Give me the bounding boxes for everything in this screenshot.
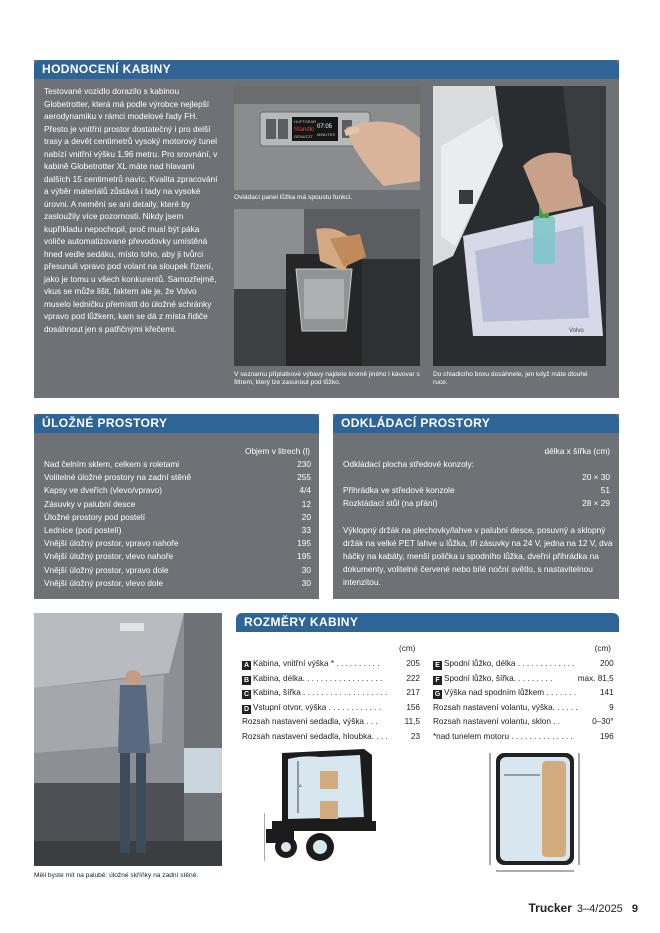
ulozne-row-value: 12 xyxy=(301,498,311,509)
caption-panel: Ovládací panel lůžka má spoustu funkcí. xyxy=(234,194,353,201)
ulozne-row xyxy=(44,498,311,511)
ulozne-row-label: Úložné prostory pod postelí xyxy=(44,511,146,522)
photo-coffee-maker xyxy=(234,209,420,366)
ulozne-row xyxy=(44,471,311,484)
dimension-row xyxy=(433,701,614,716)
dimension-letter-badge: E xyxy=(433,661,442,670)
odkladaci-text: Výklopný držák na plechovky/lahve v palubní desce, posuvný a sklopný držák na velké PET lahve u lůžka, tři zásuvky na 24 V, jedna na 12 V, dva háčky na kabáty, menší polička u spodního lůžka, dveřní přihrádka na dokumenty, volitelné červené nebo bílé noční světlo, s nastavitelnou intenzitou. xyxy=(343,525,613,587)
panel-display-line2: Standkl xyxy=(294,127,315,133)
caption-cabin: Měli byste mít na palubě: úložné skříňky na zadní stěně. xyxy=(34,872,199,879)
rozmery-left-table xyxy=(242,657,420,744)
dimension-value: 0–30° xyxy=(592,717,614,726)
page-footer xyxy=(529,901,639,915)
odkladaci-section xyxy=(333,414,619,599)
dimension-value: 141 xyxy=(600,688,614,697)
caption-coffee: V seznamu příplatkové výbavy najdete kromě jiného i kávovar s filtrem, který lze zasunout pod lůžko. xyxy=(234,371,420,386)
hodnoceni-text: Testované vozidlo dorazilo s kabinou Globetrotter, která má podle výrobce nejlepší aerodynamiku v rámci modelové řady FH. Přesto je vnitřní prostor dostatečný i pro delší trasy a devět centimetrů vysoký motorový tunel nabízí vnitřní výšku 1,96 metru. Pro srovnání, v kabině Globetrotter XL máte nad hlavami dalších 15 centimetrů navíc. Kvalita zpracování a výběr materiálů zůstává i tady na vysoké úrovni. A nemění se ani detaily, které by zasloužily více pozornosti. Nikdy jsem kupříkladu nepochopil, proč musí být páka voliče automatizované převodovky umístěná hned vedle sedáku, místo toho, aby ji tvůrci přesunuli vpravo pod volant na sloupek řízení, jako je tomu u všech konkurentů. Samozřejmě, vkus se může lišit, faktem ale je, že Volvo muselo ledničku přemístit do úložné schránky vpravo pod lůžkem, kam se dá z místa řidiče dosáhnout jen s patřičnými křečemi. xyxy=(44,86,218,334)
ulozne-column-header: Objem v litrech (l) xyxy=(244,446,310,456)
odkladaci-title: ODKLÁDACÍ PROSTORY xyxy=(333,414,619,433)
dimension-label: Rozsah nastavení sedadla, hloubka. . . . xyxy=(242,731,388,741)
dimension-row xyxy=(433,730,614,745)
ulozne-row-label: Vnější úložný prostor, vlevo nahoře xyxy=(44,551,174,562)
ulozne-row-label: Nad čelním sklem, celkem s roletami xyxy=(44,459,180,469)
ulozne-row-label: Vnější úložný prostor, vlevo dole xyxy=(44,577,163,588)
dimension-label: Kabina, vnitřní výška * . . . . . . . . . . xyxy=(253,659,380,668)
dimension-label: *nad tunelem motoru . . . . . . . . . . . . . . xyxy=(433,731,573,741)
dimension-label: Kabina, šířka . . . . . . . . . . . . . . . . . . . xyxy=(253,688,388,697)
ulozne-title: ÚLOŽNÉ PROSTORY xyxy=(34,414,319,433)
dimension-row xyxy=(242,715,420,730)
ulozne-row xyxy=(44,458,311,471)
rozmery-unit-right: (cm) xyxy=(594,644,611,653)
dimension-value: 156 xyxy=(406,702,420,712)
dimension-label: Spodní lůžko, šířka. . . . . . . . . xyxy=(444,673,553,683)
photo-cabin-interior xyxy=(34,613,222,866)
ulozne-row-label: Vnější úložný prostor, vpravo nahoře xyxy=(44,538,179,549)
caption-fridge: Do chladicího boxu dosáhnete, jen když máte dlouhé ruce. xyxy=(433,371,588,386)
cabin-top-view-diagram xyxy=(484,745,584,875)
fridge-illustration xyxy=(433,86,606,366)
ulozne-row xyxy=(44,550,311,563)
photo-control-panel xyxy=(234,86,420,190)
ulozne-row-value: 30 xyxy=(301,564,311,575)
dimension-row xyxy=(242,701,420,716)
odkladaci-row xyxy=(343,497,610,510)
dimension-value: max. 81,5 xyxy=(577,673,614,683)
rozmery-unit-left: (cm) xyxy=(399,644,416,653)
odkladaci-column-header: délka x šířka (cm) xyxy=(544,446,610,456)
rozmery-title: ROZMĚRY KABINY xyxy=(236,613,619,632)
dimension-label: Kabina, délka. . . . . . . . . . . . . . . . . . xyxy=(253,673,383,683)
photo-fridge xyxy=(433,86,606,366)
dimension-letter-badge: D xyxy=(243,705,250,713)
ulozne-row xyxy=(44,577,311,590)
odkladaci-row-label: Přihrádka ve středové konzole xyxy=(343,485,455,495)
dimension-value: 217 xyxy=(406,688,420,697)
dimension-letter-badge: A xyxy=(243,662,250,669)
cabin-interior-illustration xyxy=(34,613,222,866)
footer-issue: 3–4/2025 xyxy=(576,903,623,915)
ulozne-row-label: Vnější úložný prostor, vpravo dole xyxy=(44,564,169,575)
ulozne-row-value: 4/4 xyxy=(299,485,311,496)
ulozne-row-value: 195 xyxy=(297,551,311,562)
dimension-row xyxy=(433,672,614,687)
ulozne-row xyxy=(44,537,311,550)
odkladaci-plocha-label: Odkládací plocha středové konzoly: xyxy=(343,459,474,469)
ulozne-table xyxy=(44,458,311,590)
dimension-row xyxy=(242,672,420,687)
dimension-value: 196 xyxy=(600,731,614,741)
ulozne-row-label: Volitelné úložné prostory na zadní stěně xyxy=(44,472,192,483)
ulozne-row xyxy=(44,524,311,537)
dimension-row xyxy=(242,657,420,672)
dimension-letter-badge: F xyxy=(433,676,442,685)
dimension-row xyxy=(433,686,614,701)
dimension-label: Vstupní otvor, výška . . . . . . . . . . . . xyxy=(253,702,381,712)
dimension-letter-badge: G xyxy=(434,691,441,698)
dimension-label: Rozsah nastavení volantu, výška. . . . . . xyxy=(433,702,578,712)
ulozne-row-value: 255 xyxy=(297,472,311,483)
dimension-value: 11,5 xyxy=(404,717,420,726)
control-panel-illustration xyxy=(234,86,420,190)
dimension-label: Rozsah nastavení sedadla, výška . . . xyxy=(242,717,378,726)
fridge-brand-label: Volvo xyxy=(569,328,584,334)
ulozne-row-label: Lednice (pod postelí) xyxy=(44,525,122,536)
dimension-label: Výška nad spodním lůžkem . . . . . . . xyxy=(444,688,576,697)
panel-display-unit: MINUTES xyxy=(317,132,335,137)
panel-display-line1: HUFTGEAR xyxy=(294,119,316,124)
dimension-row xyxy=(242,730,420,745)
ulozne-section xyxy=(34,414,319,599)
dimension-row xyxy=(433,657,614,672)
ulozne-row-label: Zásuvky v palubní desce xyxy=(44,498,136,509)
odkladaci-row-label: Rozkládací stůl (na přání) xyxy=(343,498,438,509)
side-letter-a: A xyxy=(299,783,302,788)
coffee-maker-illustration xyxy=(234,209,420,366)
hodnoceni-title: HODNOCENÍ KABINY xyxy=(34,60,619,79)
dimension-value: 222 xyxy=(406,673,420,683)
dimension-value: 23 xyxy=(410,731,420,741)
dimension-letter-badge: B xyxy=(243,676,250,684)
panel-display-time: 07:05 xyxy=(317,124,333,130)
dimension-letter-badge: C xyxy=(243,691,250,698)
ulozne-row-value: 20 xyxy=(301,511,311,522)
dimension-value: 200 xyxy=(600,659,614,668)
ulozne-row-value: 195 xyxy=(297,538,311,549)
footer-brand: Trucker xyxy=(528,901,572,915)
odkladaci-row-value: 28 × 29 xyxy=(582,498,610,509)
dimension-row xyxy=(433,715,614,730)
ulozne-row-label: Kapsy ve dveřích (vlevo/vpravo) xyxy=(44,485,163,496)
odkladaci-table xyxy=(343,484,610,510)
ulozne-row-value: 33 xyxy=(301,525,311,536)
odkladaci-plocha-value: 20 × 30 xyxy=(582,472,610,482)
ulozne-row-value: 230 xyxy=(297,459,311,469)
ulozne-row xyxy=(44,484,311,497)
odkladaci-row-value: 51 xyxy=(600,485,610,495)
footer-page: 9 xyxy=(631,903,638,915)
dimension-label: Spodní lůžko, délka . . . . . . . . . . . . . xyxy=(444,659,575,668)
ulozne-row-value: 30 xyxy=(301,577,311,588)
dimension-value: 9 xyxy=(609,702,614,712)
panel-display-line3: GENUTZT xyxy=(294,134,313,139)
dimension-label: Rozsah nastavení volantu, sklon . . xyxy=(433,717,560,726)
ulozne-row xyxy=(44,511,311,524)
ulozne-row xyxy=(44,564,311,577)
cabin-side-view-diagram xyxy=(264,743,384,875)
rozmery-right-table xyxy=(433,657,614,744)
odkladaci-row xyxy=(343,484,610,497)
dimension-row xyxy=(242,686,420,701)
rozmery-section xyxy=(236,613,619,878)
dimension-value: 205 xyxy=(406,659,420,668)
